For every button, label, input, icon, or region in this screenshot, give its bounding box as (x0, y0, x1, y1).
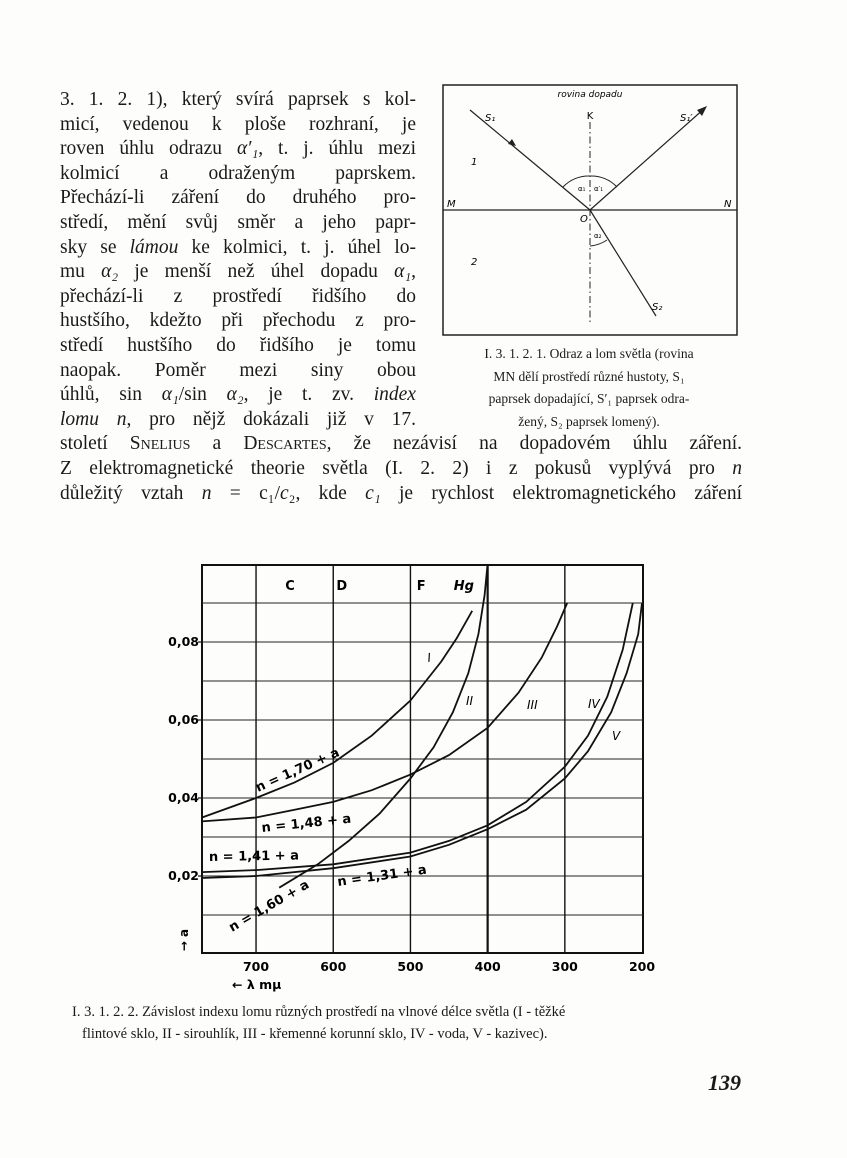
y-tick-label: 0,02 (168, 868, 199, 883)
series-formula-label: n = 1,41 + a (208, 848, 300, 865)
text-segment: sky se (60, 236, 130, 258)
caption-line: MN dělí prostředí různé hustoty, S₁ (493, 368, 685, 384)
text-segment: úhlů, sin (60, 384, 162, 406)
text-segment: století (60, 433, 130, 455)
text-segment: středí, mění svůj směr a jeho papr- (60, 212, 416, 233)
text-segment: , je t. zv. (243, 384, 374, 406)
x-tick-label: 400 (474, 959, 501, 974)
y-tick-label: 0,06 (168, 712, 199, 727)
text-segment: je menší než úhel dopadu (118, 261, 395, 283)
small-caps-name: Snelius (129, 433, 191, 455)
text-segment: hustšího, kdežto při přechodu z pro- (60, 310, 416, 332)
x-tick-label: 700 (242, 959, 270, 974)
text-segment: Z elektromagnetické theorie světla (I. 2. 2) i z pokusů vyplývá pro (60, 458, 733, 479)
italic-text: lámou (129, 236, 179, 258)
caption-line: I. 3. 1. 2. 1. Odraz a lom světla (rovina (484, 346, 694, 361)
x-tick-label: 600 (320, 959, 347, 974)
text-segment: středí hustšího do řidšího je tomu (60, 335, 416, 356)
text-segment: ke kolmici, t. j. úhel lo- (178, 236, 416, 258)
text-segment: ₂, kde (288, 482, 366, 504)
figure2-caption (72, 1001, 752, 1045)
series-label-iii: III (527, 698, 538, 712)
text-segment: , t. j. úhlu mezi (258, 138, 416, 160)
series-formula-label: n = 1,31 + a (336, 862, 428, 890)
label-o: O (580, 214, 588, 225)
text-segment: mu (60, 261, 102, 283)
x-axis-label: ← λ mμ (232, 977, 282, 992)
label-s1-prime: S₁′ (680, 113, 693, 124)
y-tick-label: 0,04 (168, 790, 199, 805)
text-segment: , že nezávisí na dopadovém úhlu záření. (326, 433, 742, 455)
spectral-line-label-c: C (285, 579, 295, 594)
text-segment: 3. 1. 2. 1), který svírá paprsek s kol- (60, 89, 416, 110)
series-label-i: I (426, 650, 432, 665)
text-segment: , (411, 261, 416, 283)
label-s1: S₁ (485, 113, 496, 124)
italic-text: α₁ (394, 261, 412, 283)
text-segment: = c₁/ (211, 482, 281, 504)
label-alpha2: α₂ (594, 232, 602, 240)
label-k: K (586, 111, 594, 122)
text-segment: roven úhlu odrazu (60, 138, 237, 160)
text-segment: kolmicí a odraženým paprskem. (60, 162, 416, 184)
text-segment: micí, vedenou k ploše rozhraní, je (60, 113, 416, 135)
y-tick-label: 0,08 (168, 634, 199, 649)
caption-line: I. 3. 1. 2. 2. Závislost indexu lomu různých prostředí na vlnové délce světla (I - těžké (72, 1004, 566, 1020)
italic-text: α₂ (101, 261, 119, 283)
label-m: M (447, 199, 456, 210)
italic-text: α₁ (161, 384, 179, 406)
italic-text: lomu n (60, 408, 127, 430)
italic-text: c₁ (365, 482, 381, 504)
italic-text: α′₁ (236, 138, 259, 160)
spectral-line-label-d: D (336, 579, 348, 594)
series-formula-label: n = 1,70 + a (253, 745, 342, 796)
x-tick-label: 300 (551, 959, 578, 974)
label-alpha1: α₁ (578, 185, 586, 193)
figure1-title: rovina dopadu (557, 90, 623, 100)
label-alpha1-prime: α′₁ (594, 185, 604, 193)
series-label-iv: IV (588, 697, 600, 711)
italic-text: n (201, 482, 212, 504)
label-medium-2: 2 (471, 257, 478, 268)
caption-line: žený, S₂ paprsek lomený). (518, 413, 660, 429)
text-segment: Přechází-li záření do druhého pro- (60, 187, 416, 209)
series-label-v: V (612, 729, 621, 743)
y-axis-label: → a (177, 928, 191, 952)
series-formula-label: n = 1,48 + a (260, 811, 352, 836)
italic-text: c (280, 482, 289, 504)
text-segment: přechází-li z prostředí řidšího do (60, 285, 416, 307)
italic-text: index (373, 384, 416, 406)
caption-line: paprsek dopadající, S′₁ paprsek odra- (488, 391, 690, 406)
text-segment: důležitý vztah (60, 482, 202, 504)
text-segment: , pro nějž dokázali již v 17. (126, 408, 416, 430)
italic-text: α₂ (226, 384, 244, 406)
label-n: N (724, 199, 732, 210)
label-medium-1: 1 (471, 157, 478, 168)
text-segment: naopak. Poměr mezi siny obou (60, 359, 416, 381)
small-caps-name: Descartes (243, 433, 327, 455)
italic-text: n (732, 458, 742, 479)
text-segment: je rychlost elektromagnetického záření (380, 482, 742, 504)
series-formula-label: n = 1,60 + a (226, 877, 312, 936)
x-tick-label: 500 (397, 959, 424, 974)
page-number: 139 (708, 1070, 741, 1095)
text-segment: a (190, 433, 244, 455)
x-tick-label: 200 (628, 959, 656, 974)
caption-line: flintové sklo, II - sirouhlík, III - křemenné korunní sklo, IV - voda, V - kazivec). (82, 1026, 548, 1042)
spectral-line-label-hg: Hg (453, 579, 474, 594)
spectral-line-label-f: F (416, 579, 426, 594)
text-segment: /sin (178, 384, 227, 406)
label-s2: S₂ (652, 302, 663, 313)
series-label-ii: II (466, 694, 474, 708)
